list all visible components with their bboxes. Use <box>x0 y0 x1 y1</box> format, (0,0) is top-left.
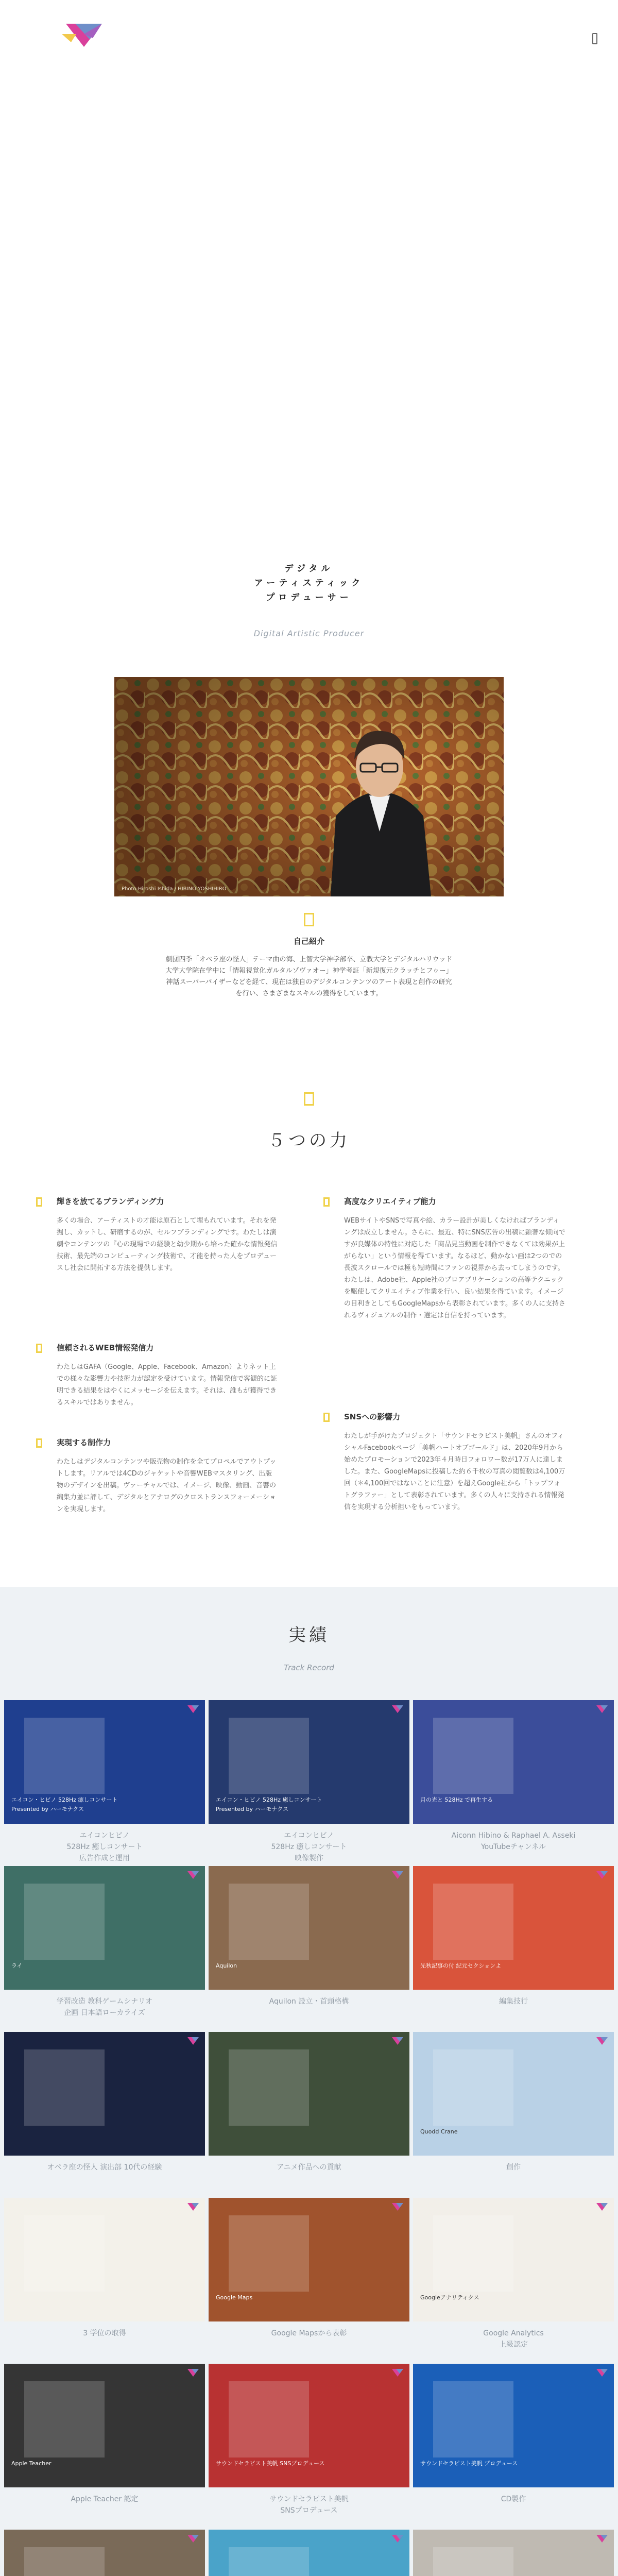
profile-heading: 自己紹介 <box>293 937 324 946</box>
thumbnail-image <box>229 1718 309 1794</box>
power-title: 高度なクリエイティブ能力 <box>344 1197 436 1206</box>
caption-line: 広告作成と運用 <box>79 1854 130 1862</box>
thumbnail-text: ライ <box>11 1962 23 1969</box>
caption-line: サウンドセラピスト美帆 <box>269 2495 349 2503</box>
power-title: 実現する制作力 <box>57 1438 111 1447</box>
menu-icon[interactable] <box>592 33 597 44</box>
thumbnail-image <box>433 1718 513 1794</box>
thumbnail-text: エイコン・ヒビノ 528Hz 癒しコンサート <box>11 1797 118 1803</box>
work-caption <box>209 1996 409 2007</box>
logo-icon <box>595 2202 609 2211</box>
hero-title-line: アーティスティック <box>254 578 364 588</box>
thumbnail-text: 月の光と 528Hz で再生する <box>420 1797 493 1803</box>
work-thumbnail <box>4 2364 205 2487</box>
hero-title-line: プロデューサー <box>266 592 352 603</box>
hero <box>0 562 618 638</box>
work-card[interactable] <box>209 2530 409 2576</box>
thumbnail-image <box>229 2049 309 2126</box>
work-thumbnail <box>413 2198 614 2321</box>
bookmark-icon <box>323 1413 330 1422</box>
work-card[interactable] <box>209 1866 409 2007</box>
thumbnail-text: エイコン・ヒビノ 528Hz 癒しコンサート <box>216 1797 322 1803</box>
bookmark-icon <box>323 1197 330 1207</box>
work-caption <box>209 2162 409 2173</box>
caption-line: Aiconn Hibino & Raphael A. Asseki <box>451 1832 576 1840</box>
work-thumbnail <box>413 2530 614 2576</box>
work-caption <box>4 1996 205 2019</box>
logo-icon <box>595 2368 609 2377</box>
power-text: わたしはGAFA（Google、Apple、Facebook、Amazon）よりネット上での様々な影響力や技術力が認定を受けています。情報発信で客観的に証明できる結果をはやくにメッセージを伝えます。それは、誰もが獲得できるスキルではありません。 <box>57 1363 277 1406</box>
bookmark-icon <box>304 1092 314 1106</box>
thumbnail-image <box>433 2049 513 2126</box>
work-thumbnail <box>4 2198 205 2321</box>
caption-line: 528Hz 癒しコンサート <box>66 1843 143 1851</box>
thumbnail-text: Aquilon <box>216 1962 237 1969</box>
caption-line: 映像製作 <box>295 1854 323 1862</box>
thumbnail-image <box>433 2547 513 2576</box>
bookmark-icon <box>36 1197 42 1207</box>
logo-icon <box>186 2368 200 2377</box>
work-caption <box>413 1830 614 1853</box>
hero-title-line: デジタル <box>284 564 334 574</box>
thumbnail-image <box>433 2381 513 2458</box>
work-thumbnail <box>413 1700 614 1824</box>
work-caption <box>413 2162 614 2173</box>
power-title: 信頼されるWEB情報発信力 <box>57 1343 154 1352</box>
work-thumbnail <box>413 2032 614 2156</box>
power-text: WEBサイトやSNSで写真や絵、カラー設計が美しくなければブランディングは成立しません。さらに、最近、特にSNS広告の出稿に顕著な傾向ですが良媒体の特性に対応した「商品見当動画を制作できなくては効果が上がらない」という情報を得ています。なるほど、動かない画は2つのでの長波スクロールでは極も短時間にファンの視界から去ってしまうのです。わたしは、Adobe社、Apple社のプロアプリケーションの高等テクニックを駆使してクリエイティブ作業を行い、良い結果を得ています。イメージの目利きとしてもGoogleMapsから表彰されています。多くの人に支持されるヴィジュアルの制作・選定は自信を持っています。 <box>344 1217 566 1319</box>
work-thumbnail <box>209 1866 409 1990</box>
caption-line: オペラ座の怪人 演出部 10代の経験 <box>47 2163 162 2172</box>
work-thumbnail <box>209 1700 409 1824</box>
hero-subtitle: Digital Artistic Producer <box>253 629 365 638</box>
thumbnail-image <box>229 2215 309 2292</box>
work-card[interactable] <box>4 2364 205 2505</box>
work-card[interactable] <box>4 2198 205 2339</box>
photo-credit: Photo:Hiroshi Ishida / HIBINO YOSHIHIRO <box>122 886 227 892</box>
thumbnail-text: Google Maps <box>216 2294 253 2301</box>
thumbnail-image <box>229 2381 309 2458</box>
caption-line: Google Analytics <box>483 2329 544 2337</box>
caption-line: 企画 日本語ローカライズ <box>64 2009 145 2017</box>
power-item <box>323 1412 565 1513</box>
caption-line: 創作 <box>506 2163 521 2172</box>
work-caption <box>4 2328 205 2339</box>
work-thumbnail <box>209 2530 409 2576</box>
work-thumbnail <box>4 2032 205 2156</box>
work-thumbnail <box>4 1700 205 1824</box>
thumbnail-image <box>433 1884 513 1960</box>
thumbnail-text: Presented by ハーモナクス <box>216 1806 288 1812</box>
work-caption <box>413 1996 614 2007</box>
logo-icon <box>595 2036 609 2045</box>
thumbnail-image <box>24 2381 105 2458</box>
logo-icon <box>391 2368 404 2377</box>
thumbnail-text: 先秋記事の付 紀元セクションよ <box>420 1962 502 1969</box>
logo-icon <box>391 2202 404 2211</box>
work-thumbnail <box>413 2364 614 2487</box>
thumbnail-image <box>24 1884 105 1960</box>
logo-icon <box>391 2534 404 2543</box>
caption-line: 528Hz 癒しコンサート <box>271 1843 347 1851</box>
work-card[interactable] <box>4 1866 205 2019</box>
work-caption <box>209 2494 409 2516</box>
work-card[interactable] <box>413 1700 614 1853</box>
thumbnail-image <box>24 1718 105 1794</box>
power-text: わたしはデジタルコンテンツや販売物の制作を全てプロペルでアウトプットします。リアルでは4CDのジャケットや音響WEBマスタリング、出版物のデザインを出稿。ヴァーチャルでは、イメージ、映像、動画、音響の編集力並に評して、デジタルとアナログのクロストランスフォーメーションを実現します。 <box>57 1458 277 1513</box>
work-caption <box>209 2328 409 2339</box>
work-caption <box>209 1830 409 1864</box>
work-thumbnail <box>209 2198 409 2321</box>
work-card[interactable] <box>413 1866 614 2007</box>
work-card[interactable] <box>413 2530 614 2576</box>
caption-line: 編集技行 <box>499 1997 528 2006</box>
logo-icon <box>391 2036 404 2045</box>
work-caption <box>4 2494 205 2505</box>
thumbnail-text: Googleアナリティクス <box>420 2294 479 2301</box>
powers-title: ５つの力 <box>268 1130 350 1151</box>
work-card[interactable] <box>413 2198 614 2350</box>
work-thumbnail <box>209 2032 409 2156</box>
caption-line: アニメ作品への貢献 <box>277 2163 341 2172</box>
caption-line: 上級認定 <box>499 2341 528 2349</box>
work-card[interactable] <box>4 2032 205 2173</box>
caption-line: SNSプロデュース <box>280 2506 338 2515</box>
logo-icon <box>391 1704 404 1714</box>
bookmark-icon <box>304 913 314 926</box>
thumbnail-text: Apple Teacher <box>11 2460 52 2467</box>
logo-icon <box>186 2202 200 2211</box>
thumbnail-text: Presented by ハーモナクス <box>11 1806 84 1812</box>
work-caption <box>413 2494 614 2505</box>
thumbnail-image <box>24 2049 105 2126</box>
logo-icon <box>186 2534 200 2543</box>
bookmark-icon <box>36 1438 42 1448</box>
work-card[interactable] <box>4 1700 205 1864</box>
power-title: 輝きを放てるブランディング力 <box>57 1197 164 1206</box>
logo-icon <box>595 1870 609 1879</box>
work-caption <box>4 1830 205 1864</box>
work-thumbnail <box>413 1866 614 1990</box>
bookmark-icon <box>36 1344 42 1353</box>
site-header <box>0 0 618 77</box>
power-text: 多くの場合、アーティストの才能は原石として埋もれています。それを発掘し、カットし、研磨するのが、セルフブランディングです。わたしは演劇やコンテンツの『心の現場での経験と幼少期から培った確かな情報発信技術、最先端のコンピューティング技術で、才能を持った人をプロデュースし社会に開拓する方法を提供します。 <box>57 1217 278 1272</box>
caption-line: CD製作 <box>501 2495 526 2503</box>
thumbnail-text: サウンドセラピスト美帆 プロデュース <box>420 2460 518 2467</box>
work-card[interactable] <box>4 2530 205 2576</box>
power-item <box>36 1437 278 1515</box>
caption-line: Apple Teacher 認定 <box>71 2495 139 2503</box>
work-thumbnail <box>4 2530 205 2576</box>
caption-line: 学習改造 教科ゲームシナリオ <box>56 1997 153 2006</box>
logo-icon <box>595 1704 609 1714</box>
logo-icon <box>186 1870 200 1879</box>
work-caption <box>4 2162 205 2173</box>
power-text: わたしが手がけたプロジェクト「サウンドセラピスト美帆」さんのオフィシャルFacebookページ「美帆ハートオブゴールド」は、2020年9月から始めたプロモーションで2023年４月時日フォロワー数が17万人に達しました。また、GoogleMapsに投稿した約６千枚の写真の閲覧数は4,100万回（＊4,100回ではないことに注意）を超えGoogle社から「トップフォトグラファー」として表彰されています。多くの人々に支持される情報発信を実現する分析担いをもっています。 <box>344 1432 565 1511</box>
work-card[interactable] <box>209 2198 409 2339</box>
logo-icon <box>186 1704 200 1714</box>
work-card[interactable] <box>413 2032 614 2173</box>
logo-icon <box>391 1870 404 1879</box>
power-item <box>323 1196 565 1321</box>
logo-icon <box>186 2036 200 2045</box>
work-thumbnail <box>4 1866 205 1990</box>
caption-line: 3 学位の取得 <box>83 2329 126 2337</box>
work-card[interactable] <box>209 2364 409 2516</box>
power-item <box>36 1196 278 1274</box>
power-item <box>36 1343 278 1409</box>
caption-line: Aquilon 設立・首頭格構 <box>269 1997 349 2006</box>
logo-icon <box>595 2534 609 2543</box>
work-card[interactable] <box>413 2364 614 2505</box>
power-title: SNSへの影響力 <box>344 1412 401 1421</box>
work-thumbnail <box>209 2364 409 2487</box>
caption-line: エイコンヒビノ <box>284 1832 334 1840</box>
site-logo[interactable] <box>61 19 107 49</box>
caption-line: エイコンヒビノ <box>79 1832 130 1840</box>
caption-line: YouTubeチャンネル <box>480 1843 546 1851</box>
works-title: 実績 <box>288 1625 330 1646</box>
thumbnail-text: Quodd Crane <box>420 2128 458 2135</box>
work-caption <box>413 2328 614 2350</box>
work-card[interactable] <box>209 1700 409 1864</box>
thumbnail-image <box>24 2215 105 2292</box>
works-subtitle: Track Record <box>284 1663 334 1672</box>
thumbnail-image <box>433 2215 513 2292</box>
caption-line: Google Mapsから表彰 <box>271 2329 347 2337</box>
thumbnail-image <box>229 1884 309 1960</box>
thumbnail-image <box>229 2547 309 2576</box>
thumbnail-text: サウンドセラピスト美帆 SNSプロデュース <box>216 2460 325 2467</box>
profile-text: 劇団四季「オペラ座の怪人」テーマ曲の海、上智大学神学部卒、立教大学とデジタルハリウッド大学大学院在学中に「情報視覚化ガルタルゾヴァオー」神学考証「新規復元クラッチとフゥー」神話スーパーバイザーなどを経て、現在は独自のデジタルコンテンツのアート表現と創作の研究を行い、さまざまなスキルの獲得をしています。 <box>165 956 453 997</box>
work-card[interactable] <box>209 2032 409 2173</box>
logo-icon <box>61 19 107 49</box>
profile-photo <box>114 677 504 896</box>
thumbnail-image <box>24 2547 105 2576</box>
